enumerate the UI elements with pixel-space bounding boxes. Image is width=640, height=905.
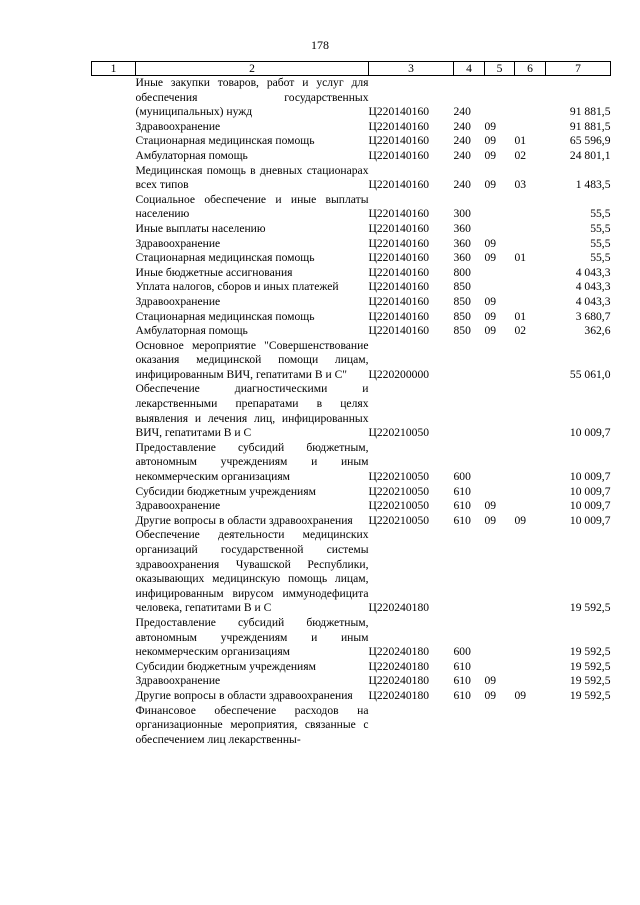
target-code: Ц220240180 bbox=[368, 645, 430, 659]
target-code bbox=[369, 704, 454, 748]
section: 09 bbox=[484, 134, 497, 148]
expense-type: 240 bbox=[453, 134, 471, 148]
table-row bbox=[92, 280, 611, 295]
header-col-5: 5 bbox=[485, 62, 515, 76]
table-row bbox=[92, 660, 611, 675]
row-number bbox=[92, 164, 136, 193]
table-row bbox=[92, 616, 611, 660]
subsection bbox=[515, 499, 546, 514]
row-number bbox=[92, 528, 136, 616]
row-name: Медицинская помощь в дневных стационарах всех типов bbox=[135, 163, 369, 192]
target-code: Ц220210050 bbox=[368, 426, 430, 440]
subsection: 09 bbox=[514, 513, 527, 527]
section bbox=[485, 441, 515, 485]
amount: 55,5 bbox=[590, 251, 611, 265]
subsection bbox=[515, 76, 546, 120]
row-name: Амбулаторная помощь bbox=[135, 148, 248, 162]
target-code: Ц220240180 bbox=[368, 688, 430, 702]
row-number bbox=[92, 251, 136, 266]
expense-type: 240 bbox=[453, 105, 471, 119]
subsection bbox=[515, 295, 546, 310]
subsection bbox=[515, 120, 546, 135]
table-row bbox=[92, 339, 611, 383]
row-number bbox=[92, 704, 136, 748]
row-number bbox=[92, 689, 136, 704]
target-code: Ц220210050 bbox=[368, 484, 430, 498]
amount bbox=[546, 704, 611, 748]
section bbox=[485, 76, 515, 120]
row-name: Здравоохранение bbox=[135, 499, 221, 513]
row-name: Субсидии бюджетным учреждениям bbox=[135, 659, 316, 673]
section bbox=[485, 382, 515, 440]
row-number bbox=[92, 441, 136, 485]
target-code: Ц220210050 bbox=[368, 499, 430, 513]
subsection bbox=[515, 674, 546, 689]
section bbox=[485, 616, 515, 660]
row-number bbox=[92, 193, 136, 222]
row-name: Предоставление субсидий бюджетным, автономным учреждениям и иным некоммерческим организациям bbox=[135, 440, 369, 484]
subsection: 01 bbox=[514, 309, 527, 323]
table-row bbox=[92, 266, 611, 281]
section bbox=[485, 704, 515, 748]
row-name: Другие вопросы в области здравоохранения bbox=[135, 513, 353, 527]
section bbox=[485, 222, 515, 237]
table-row bbox=[92, 704, 611, 748]
section bbox=[485, 660, 515, 675]
header-col-4: 4 bbox=[454, 62, 485, 76]
target-code: Ц220240180 bbox=[368, 674, 430, 688]
amount: 55,5 bbox=[590, 236, 611, 250]
row-number bbox=[92, 324, 136, 339]
row-name: Здравоохранение bbox=[135, 674, 221, 688]
amount: 65 596,9 bbox=[569, 134, 611, 148]
table-row bbox=[92, 134, 611, 149]
expense-type: 850 bbox=[453, 309, 471, 323]
target-code: Ц220200000 bbox=[368, 367, 430, 381]
header-col-6: 6 bbox=[515, 62, 546, 76]
table-row bbox=[92, 310, 611, 325]
row-name: Социальное обеспечение и иные выплаты населению bbox=[135, 192, 369, 221]
subsection bbox=[515, 193, 546, 222]
row-name: Стационарная медицинская помощь bbox=[135, 309, 315, 323]
target-code: Ц220140160 bbox=[368, 134, 430, 148]
section bbox=[485, 193, 515, 222]
row-number bbox=[92, 382, 136, 440]
table-row bbox=[92, 441, 611, 485]
amount: 24 801,1 bbox=[569, 148, 611, 162]
row-name: Обеспечение диагностическими и лекарственными препаратами в целях выявления и лечения лиц, инфицированных ВИЧ, гепатитами В и С bbox=[135, 382, 369, 440]
amount: 55,5 bbox=[590, 207, 611, 221]
target-code: Ц220140160 bbox=[368, 148, 430, 162]
header-col-7: 7 bbox=[546, 62, 611, 76]
expense-type: 610 bbox=[453, 513, 471, 527]
subsection: 01 bbox=[514, 251, 527, 265]
amount: 4 043,3 bbox=[575, 280, 611, 294]
amount: 10 009,7 bbox=[569, 499, 611, 513]
target-code: Ц220210050 bbox=[368, 470, 430, 484]
amount: 10 009,7 bbox=[569, 484, 611, 498]
row-name: Уплата налогов, сборов и иных платежей bbox=[135, 280, 339, 294]
amount: 10 009,7 bbox=[569, 470, 611, 484]
expense-type: 240 bbox=[453, 178, 471, 192]
section bbox=[485, 528, 515, 616]
table-row bbox=[92, 76, 611, 120]
expense-type: 610 bbox=[453, 659, 471, 673]
section: 09 bbox=[484, 674, 497, 688]
row-number bbox=[92, 499, 136, 514]
subsection bbox=[515, 528, 546, 616]
target-code: Ц220140160 bbox=[368, 251, 430, 265]
amount: 10 009,7 bbox=[569, 513, 611, 527]
row-number bbox=[92, 485, 136, 500]
subsection: 03 bbox=[514, 178, 527, 192]
amount: 19 592,5 bbox=[569, 645, 611, 659]
row-name: Предоставление субсидий бюджетным, автономным учреждениям и иным некоммерческим организациям bbox=[135, 615, 369, 659]
row-name: Стационарная медицинская помощь bbox=[135, 134, 315, 148]
subsection: 09 bbox=[514, 688, 527, 702]
target-code: Ц220140160 bbox=[368, 324, 430, 338]
subsection bbox=[515, 266, 546, 281]
target-code: Ц220140160 bbox=[368, 236, 430, 250]
table-row bbox=[92, 514, 611, 529]
row-name: Субсидии бюджетным учреждениям bbox=[135, 484, 316, 498]
subsection bbox=[515, 704, 546, 748]
row-number bbox=[92, 134, 136, 149]
expense-type: 610 bbox=[453, 674, 471, 688]
target-code: Ц220240180 bbox=[368, 601, 430, 615]
expense-type: 610 bbox=[453, 688, 471, 702]
expense-type: 600 bbox=[453, 645, 471, 659]
expense-type bbox=[454, 382, 485, 440]
table-row bbox=[92, 251, 611, 266]
target-code: Ц220140160 bbox=[368, 221, 430, 235]
target-code: Ц220140160 bbox=[368, 294, 430, 308]
subsection bbox=[515, 382, 546, 440]
row-number bbox=[92, 149, 136, 164]
section: 09 bbox=[484, 309, 497, 323]
page-number: 178 bbox=[311, 38, 329, 52]
row-number bbox=[92, 310, 136, 325]
table-row bbox=[92, 324, 611, 339]
row-number bbox=[92, 280, 136, 295]
header-col-3: 3 bbox=[369, 62, 454, 76]
row-number bbox=[92, 616, 136, 660]
amount: 55,5 bbox=[590, 221, 611, 235]
amount: 4 043,3 bbox=[575, 265, 611, 279]
subsection bbox=[515, 339, 546, 383]
subsection bbox=[515, 222, 546, 237]
section: 09 bbox=[484, 236, 497, 250]
amount: 19 592,5 bbox=[569, 659, 611, 673]
subsection bbox=[515, 485, 546, 500]
row-name: Здравоохранение bbox=[135, 236, 221, 250]
amount: 10 009,7 bbox=[569, 426, 611, 440]
row-name: Здравоохранение bbox=[135, 119, 221, 133]
row-name: Здравоохранение bbox=[135, 294, 221, 308]
table-row bbox=[92, 295, 611, 310]
table-row bbox=[92, 485, 611, 500]
table-row bbox=[92, 499, 611, 514]
expense-type: 850 bbox=[453, 294, 471, 308]
row-name: Обеспечение деятельности медицинских организаций государственной системы здравоохранения Чувашской Республики, оказывающих медицинскую помощь лицам, инфицированным вирусом иммунодефицита человека, гепатитами В и С bbox=[135, 528, 369, 615]
section bbox=[485, 280, 515, 295]
expense-type: 850 bbox=[453, 324, 471, 338]
section bbox=[485, 339, 515, 383]
subsection bbox=[515, 441, 546, 485]
section bbox=[485, 266, 515, 281]
amount: 19 592,5 bbox=[569, 688, 611, 702]
amount: 19 592,5 bbox=[569, 601, 611, 615]
row-name: Амбулаторная помощь bbox=[135, 324, 248, 338]
subsection bbox=[515, 237, 546, 252]
amount: 91 881,5 bbox=[569, 119, 611, 133]
table-row bbox=[92, 528, 611, 616]
target-code: Ц220140160 bbox=[368, 207, 430, 221]
section: 09 bbox=[484, 324, 497, 338]
row-name: Другие вопросы в области здравоохранения bbox=[135, 688, 353, 702]
table-row bbox=[92, 164, 611, 193]
expense-type: 610 bbox=[453, 484, 471, 498]
expense-type bbox=[454, 339, 485, 383]
expense-type: 850 bbox=[453, 280, 471, 294]
section: 09 bbox=[484, 148, 497, 162]
expense-type: 610 bbox=[453, 499, 471, 513]
expense-type: 360 bbox=[453, 236, 471, 250]
amount: 91 881,5 bbox=[569, 105, 611, 119]
target-code: Ц220140160 bbox=[368, 178, 430, 192]
row-number bbox=[92, 295, 136, 310]
section: 09 bbox=[484, 251, 497, 265]
table-row bbox=[92, 193, 611, 222]
header-col-2: 2 bbox=[136, 62, 369, 76]
subsection: 02 bbox=[514, 324, 527, 338]
expense-type: 600 bbox=[453, 470, 471, 484]
subsection bbox=[515, 660, 546, 675]
header-col-1: 1 bbox=[92, 62, 136, 76]
subsection bbox=[515, 280, 546, 295]
table-row bbox=[92, 120, 611, 135]
row-number bbox=[92, 222, 136, 237]
row-number bbox=[92, 514, 136, 529]
amount: 4 043,3 bbox=[575, 294, 611, 308]
section: 09 bbox=[484, 119, 497, 133]
expense-type: 360 bbox=[453, 221, 471, 235]
section: 09 bbox=[484, 513, 497, 527]
row-number bbox=[92, 237, 136, 252]
header-row bbox=[92, 62, 611, 76]
row-number bbox=[92, 76, 136, 120]
section: 09 bbox=[484, 294, 497, 308]
amount: 1 483,5 bbox=[575, 178, 611, 192]
expense-type: 360 bbox=[453, 251, 471, 265]
row-name: Иные закупки товаров, работ и услуг для обеспечения государственных (муниципальных) нужд bbox=[135, 76, 369, 119]
section: 09 bbox=[484, 688, 497, 702]
expense-type: 300 bbox=[453, 207, 471, 221]
expense-type bbox=[454, 528, 485, 616]
row-name: Иные бюджетные ассигнования bbox=[135, 265, 293, 279]
expense-type bbox=[454, 704, 485, 748]
target-code: Ц220240180 bbox=[368, 659, 430, 673]
expense-type: 800 bbox=[453, 265, 471, 279]
row-name: Иные выплаты населению bbox=[135, 221, 266, 235]
table-row bbox=[92, 222, 611, 237]
target-code: Ц220140160 bbox=[368, 280, 430, 294]
section: 09 bbox=[484, 499, 497, 513]
table-row bbox=[92, 237, 611, 252]
table-row bbox=[92, 689, 611, 704]
row-number bbox=[92, 266, 136, 281]
expense-type: 240 bbox=[453, 148, 471, 162]
budget-table bbox=[91, 61, 611, 747]
table-body bbox=[92, 76, 611, 748]
target-code: Ц220140160 bbox=[368, 265, 430, 279]
expense-type: 240 bbox=[453, 119, 471, 133]
target-code: Ц220140160 bbox=[368, 119, 430, 133]
amount: 362,6 bbox=[584, 324, 611, 338]
table-row bbox=[92, 382, 611, 440]
subsection: 02 bbox=[514, 148, 527, 162]
row-name: Финансовое обеспечение расходов на организационные мероприятия, связанные с обеспечением лиц лекарственны- bbox=[135, 703, 369, 746]
section: 09 bbox=[484, 178, 497, 192]
table-row bbox=[92, 674, 611, 689]
row-number bbox=[92, 120, 136, 135]
row-name: Основное мероприятие "Совершенствование оказания медицинской помощи лицам, инфицированным ВИЧ, гепатитами В и С" bbox=[135, 338, 369, 381]
section bbox=[485, 485, 515, 500]
row-number bbox=[92, 674, 136, 689]
target-code: Ц220210050 bbox=[368, 513, 430, 527]
target-code: Ц220140160 bbox=[368, 309, 430, 323]
amount: 19 592,5 bbox=[569, 674, 611, 688]
row-name: Стационарная медицинская помощь bbox=[135, 251, 315, 265]
table-row bbox=[92, 149, 611, 164]
amount: 55 061,0 bbox=[569, 367, 611, 381]
subsection bbox=[515, 616, 546, 660]
amount: 3 680,7 bbox=[575, 309, 611, 323]
row-number bbox=[92, 660, 136, 675]
target-code: Ц220140160 bbox=[368, 105, 430, 119]
subsection: 01 bbox=[514, 134, 527, 148]
row-number bbox=[92, 339, 136, 383]
